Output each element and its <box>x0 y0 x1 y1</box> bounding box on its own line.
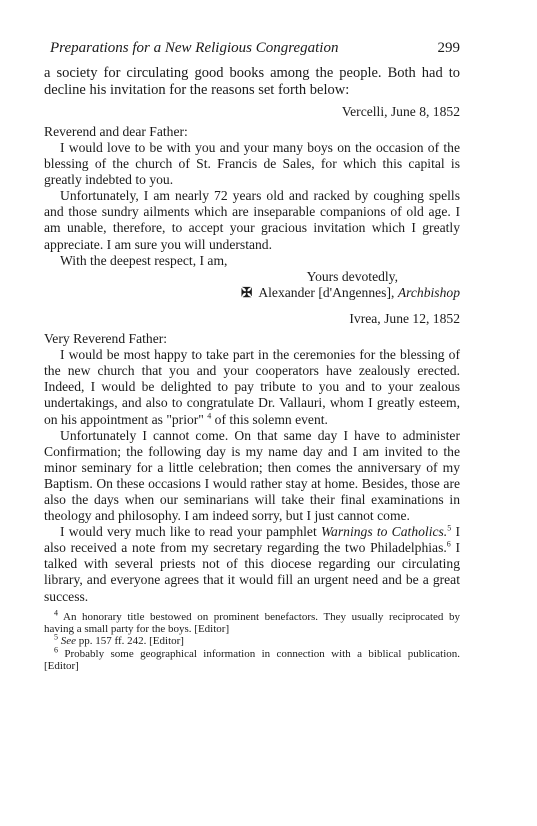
main-text <box>44 65 460 100</box>
letter1-signature <box>44 285 460 301</box>
page-number: 299 <box>437 40 460 56</box>
letter1-salutation: Reverend and dear Father: <box>44 123 188 139</box>
intro-paragraph: a society for circulating good books among the people. Both had to decline his invitation for the reasons set forth below: <box>44 65 460 99</box>
letter-ivrea <box>44 311 460 605</box>
book-page <box>44 40 460 672</box>
cross-icon: ✠ <box>240 284 253 300</box>
letter2-salutation: Very Reverend Father: <box>44 331 168 347</box>
letter1-dateline: Vercelli, June 8, 1852 <box>341 103 460 119</box>
running-header <box>50 40 460 57</box>
footnote-4: $^4$ An honorary title bestowed on prominent benefactors. They usually reciprocated by having a small party for the boys. [Editor] <box>44 607 460 635</box>
letter2-dateline: Ivrea, June 12, 1852 <box>349 310 460 326</box>
footnote-ref-6: 6 <box>446 539 451 549</box>
signature-title: Archbishop <box>397 284 460 300</box>
letter1-paragraph-3: With the deepest respect, I am, <box>60 252 228 268</box>
letter2-paragraph-3: I would very much like to read your pamphlet Warnings to Catholics.$^5$ I also received a note from my secretary regarding the two Philadelphias.$^6$ I talked with several priests not of this diocese regarding our circulating library, and everyone agrees that it would fill an urgent need and be a great success. <box>44 523 460 604</box>
pamphlet-title: Warnings to Catholics. <box>320 524 448 540</box>
footnote-6: $^6$ Probably some geographical information in connection with a biblical publication. [Editor] <box>44 644 460 672</box>
signature-name: Alexander [d'Angennes], <box>258 284 395 300</box>
letter1-paragraph-1: I would love to be with you and your many boys on the occasion of the blessing of the church of St. Francis de Sales, for which this capital is greatly indebted to you. <box>44 140 460 188</box>
letter1-paragraph-2: Unfortunately, I am nearly 72 years old and racked by coughing spells and those sundry ailments which are inseparable companions of old age. I am unable, therefore, to accept your gracious invitation which I greatly appreciate. I am sure you will understand. <box>44 188 460 252</box>
letter2-paragraph-1: I would be most happy to take part in the ceremonies for the blessing of the new church that you and your cooperators have zealously erected. Indeed, I would be delighted to pay tribute to you and to your zealous undertakings, and also to congratulate Dr. Vallauri, whom I greatly esteem, on his appointment as "prior" $^4$ of this solemn event. <box>44 347 460 427</box>
footnote-ref-4: 4 <box>207 410 212 420</box>
letter1-closing: Yours devotedly, <box>306 268 398 284</box>
letter2-paragraph-2: Unfortunately I cannot come. On that same day I have to administer Confirmation; the following day is my name day and I am invited to the minor seminary for a little celebration; then comes the anniversary of my Baptism. On these occasions I would rather stay at home. Besides, those are also the days when our seminarians will take their final examinations in theology and philosophy. I am indeed sorry, but I just cannot come. <box>44 427 460 524</box>
footnote-5: $^5$ See pp. 157 ff. 242. [Editor] <box>54 632 184 648</box>
footnotes <box>44 607 460 672</box>
running-title: Preparations for a New Religious Congregation <box>50 40 339 56</box>
letter-vercelli <box>44 104 460 301</box>
footnote-ref-5: 5 <box>447 523 452 533</box>
